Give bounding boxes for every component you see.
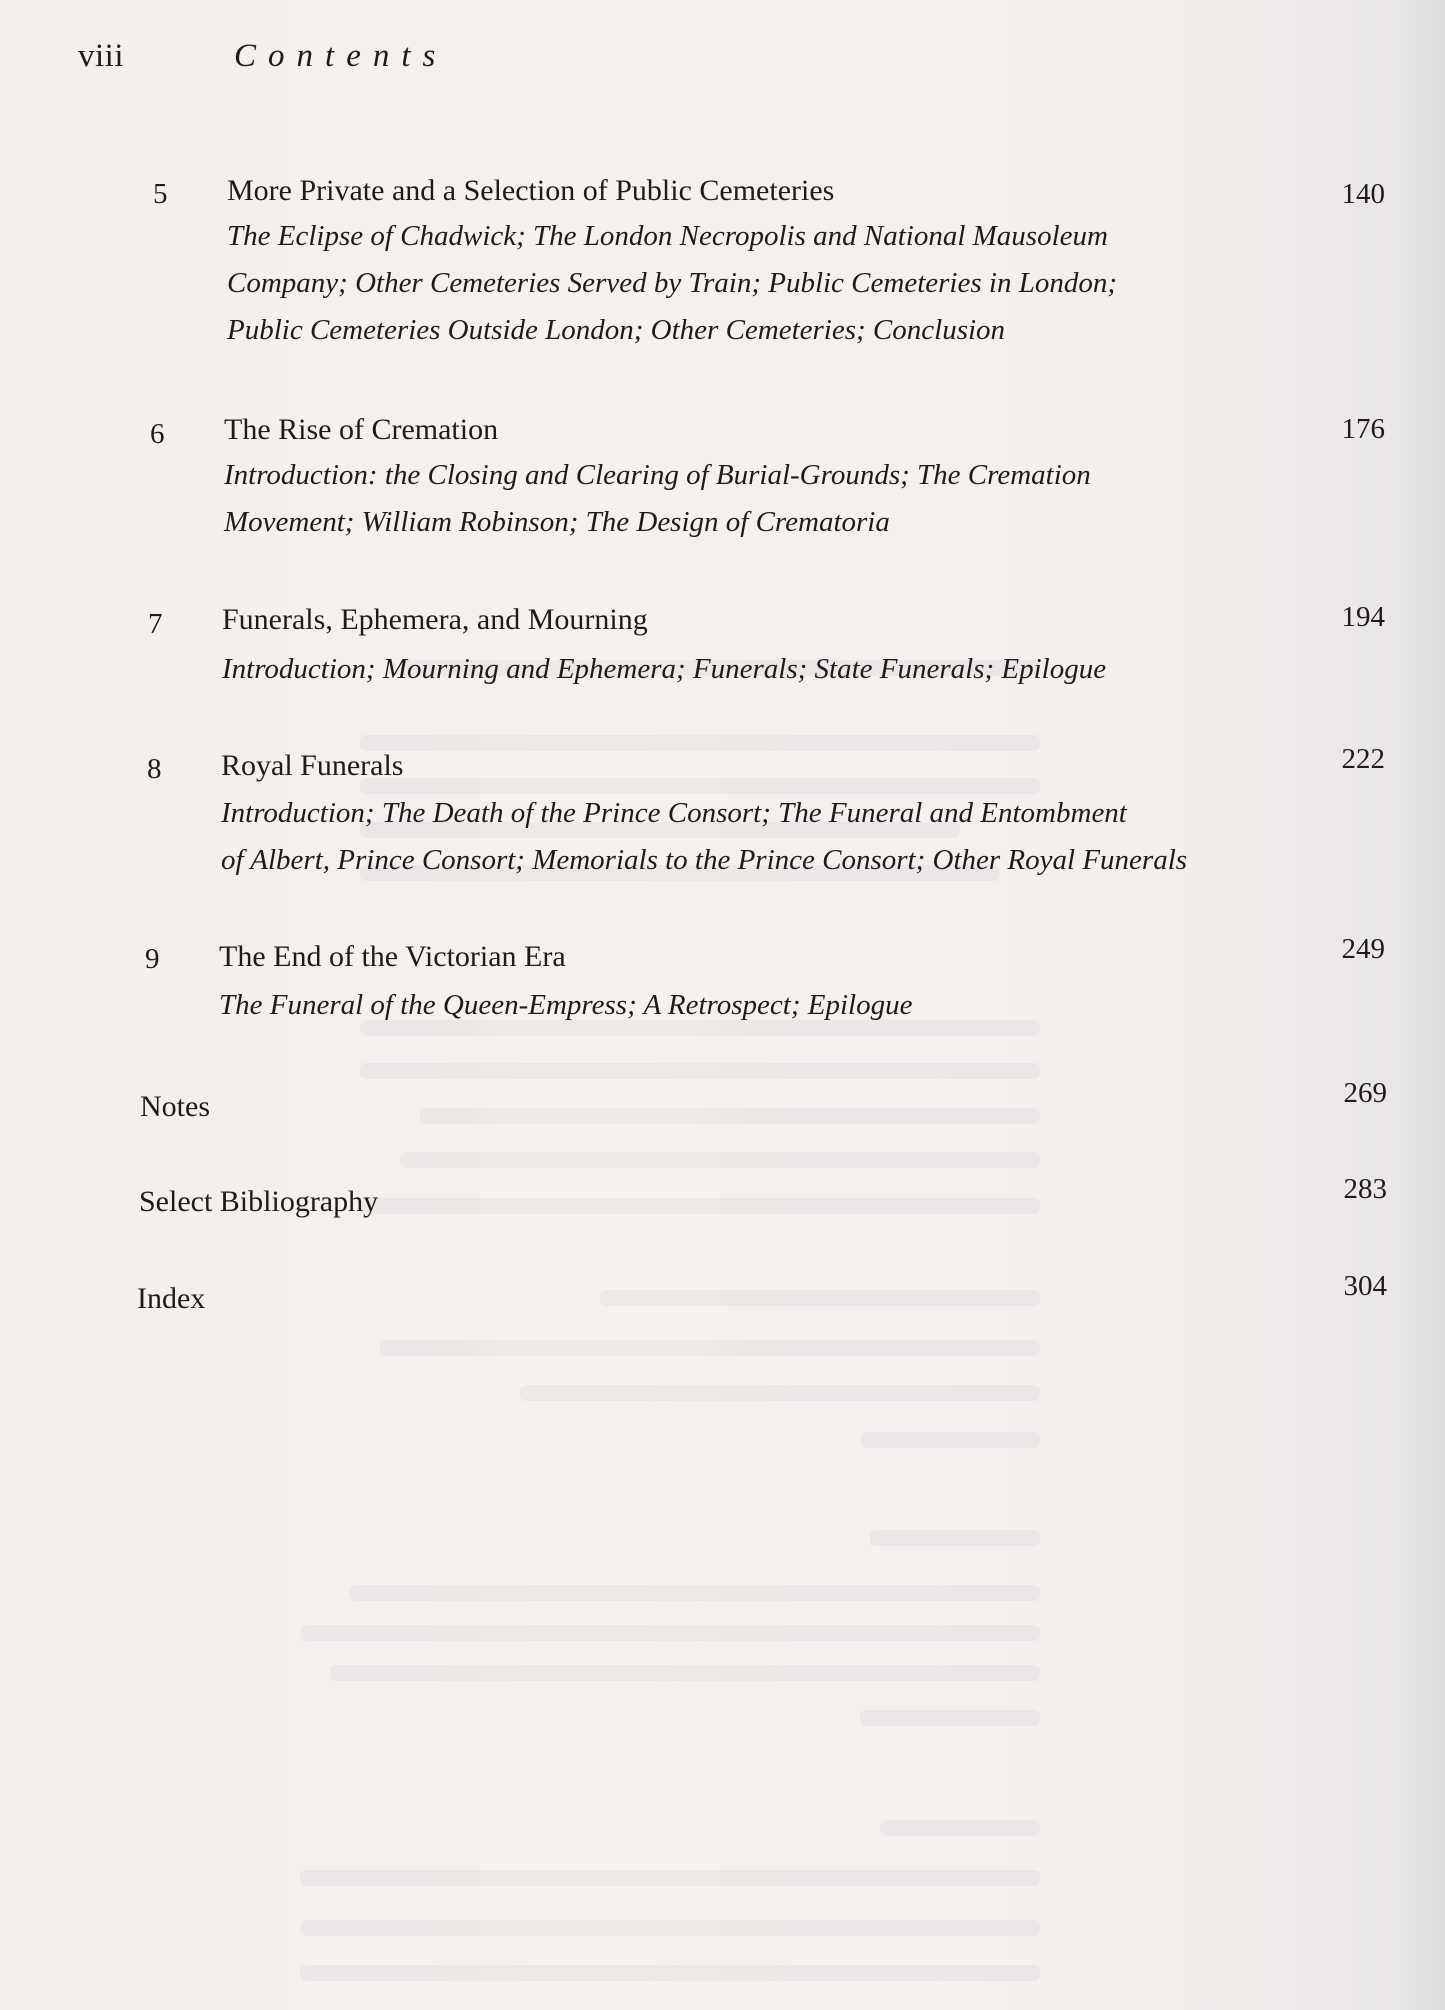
chapter-number: 5: [153, 178, 168, 210]
chapter-number: 6: [150, 418, 165, 450]
chapter-number: 8: [147, 753, 162, 785]
chapter-number: 7: [148, 608, 163, 640]
back-matter-page-number: 283: [1343, 1173, 1387, 1205]
chapter-subtitle: [219, 982, 912, 1029]
subtitle-line: Public Cemeteries Outside London; Other Cemeteries; Conclusion: [227, 314, 1006, 346]
subtitle-line: Movement; William Robinson; The Design of Crematoria: [224, 506, 890, 538]
chapter-number: 9: [145, 943, 160, 975]
chapter-subtitle: [221, 790, 1187, 884]
subtitle-line: Introduction; Mourning and Ephemera; Funerals; State Funerals; Epilogue: [222, 653, 1107, 685]
back-matter-title: Select Bibliography: [139, 1185, 379, 1218]
subtitle-line: Company; Other Cemeteries Served by Train; Public Cemeteries in London;: [227, 267, 1117, 299]
subtitle-line: The Funeral of the Queen-Empress; A Retrospect; Epilogue: [219, 989, 913, 1021]
chapter-title: The End of the Victorian Era: [219, 940, 566, 973]
chapter-subtitle: [222, 646, 1106, 693]
chapter-page-number: 222: [1341, 743, 1385, 775]
back-matter-page-number: 269: [1343, 1077, 1387, 1109]
page-folio: viii: [78, 38, 125, 74]
chapter-page-number: 194: [1341, 601, 1385, 633]
running-head: [78, 38, 447, 75]
chapter-page-number: 176: [1341, 413, 1385, 445]
chapter-subtitle: [227, 213, 1117, 354]
back-matter-title: Notes: [140, 1090, 210, 1123]
chapter-subtitle: [224, 452, 1091, 546]
chapter-page-number: 249: [1341, 933, 1385, 965]
chapter-page-number: 140: [1341, 178, 1385, 210]
chapter-title: More Private and a Selection of Public Cemeteries: [227, 174, 835, 207]
subtitle-line: The Eclipse of Chadwick; The London Necropolis and National Mausoleum: [227, 220, 1108, 252]
running-title: Contents: [234, 38, 448, 74]
chapter-title: Funerals, Ephemera, and Mourning: [222, 603, 648, 636]
subtitle-line: Introduction; The Death of the Prince Consort; The Funeral and Entombment: [221, 797, 1127, 829]
chapter-title: Royal Funerals: [221, 749, 404, 782]
subtitle-line: of Albert, Prince Consort; Memorials to the Prince Consort; Other Royal Funerals: [221, 844, 1188, 876]
subtitle-line: Introduction: the Closing and Clearing of Burial-Grounds; The Cremation: [224, 459, 1091, 491]
chapter-title: The Rise of Cremation: [224, 413, 499, 446]
back-matter-title: Index: [137, 1282, 206, 1315]
back-matter-page-number: 304: [1343, 1270, 1387, 1302]
